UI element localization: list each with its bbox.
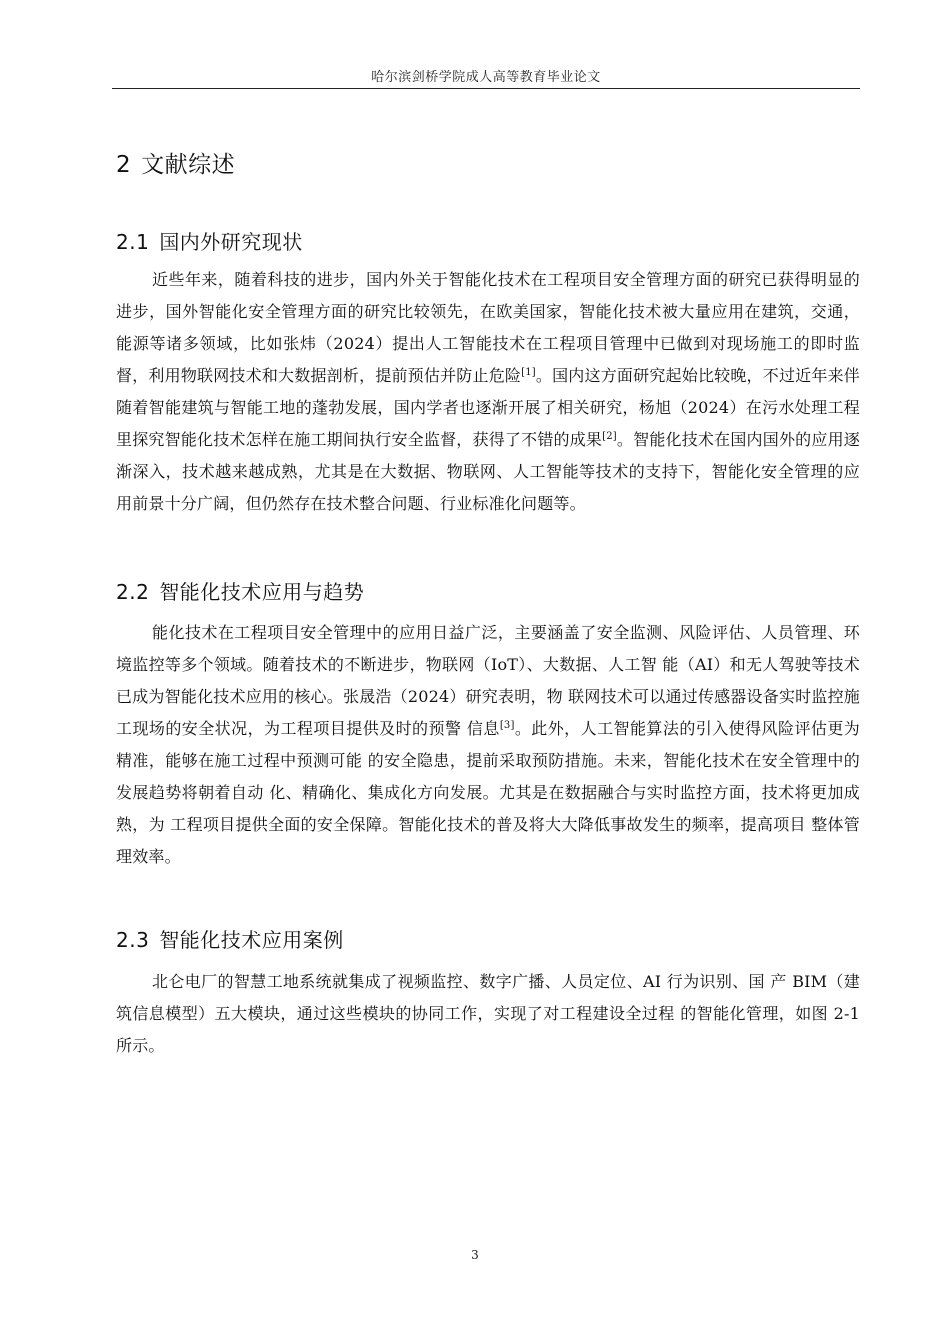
section-title: 国内外研究现状: [159, 230, 303, 254]
section-heading-2-3: [116, 924, 344, 953]
paragraph-2-3: [116, 966, 860, 1062]
section-number: 2.2: [116, 580, 150, 604]
paragraph-text: 。此外，人工智能算法的引入使得风险评估更为精准，能够在施工过程中预测可能 的安全隐患，提前采取预防措施。未来，智能化技术在安全管理中的发展趋势将朝着自动 化、精确化、集成化方向发展。尤其是在数据融合与实时监控方面，技术将更加成熟，为 工程项目提供全面的安全保障。智能化技术的普及将大大降低事故发生的频率，提高项目 整体管理效率。: [116, 719, 860, 866]
chapter-title: 文献综述: [141, 152, 236, 178]
paragraph-2-2: [116, 617, 860, 873]
section-number: 2.3: [116, 928, 150, 952]
citation-3: [3]: [499, 720, 515, 731]
paragraph-text: 能化技术在工程项目安全管理中的应用日益广泛，主要涵盖了安全监测、风险评估、人员管理、环境监控等多个领域。随着技术的不断进步，物联网（IoT）、大数据、人工智 能（AI）和无人驾驶等技术已成为智能化技术应用的核心。张晟浩（2024）研究表明，物 联网技术可以通过传感器设备实时监控施工现场的安全状况，为工程项目提供及时的预警 信息: [116, 623, 860, 738]
paragraph-2-1: [116, 264, 860, 520]
paragraph-text: 。智能化技术在国内国外的应用逐渐深入，技术越来越成熟，尤其是在大数据、物联网、人工智能等技术的支持下，智能化安全管理的应用前景十分广阔，但仍然存在技术整合问题、行业标准化问题等。: [116, 430, 860, 513]
header-rule: [112, 88, 860, 89]
chapter-number: 2: [116, 152, 132, 178]
citation-2: [2]: [602, 431, 617, 442]
page-number: 3: [471, 1248, 479, 1262]
section-heading-2-2: [116, 576, 364, 605]
paragraph-text: 北仑电厂的智慧工地系统就集成了视频监控、数字广播、人员定位、AI 行为识别、国 产 BIM（建筑信息模型）五大模块，通过这些模块的协同工作，实现了对工程建设全过程 的智能化管理，如图 2-1 所示。: [116, 972, 860, 1055]
chapter-heading: [116, 146, 235, 179]
section-title: 智能化技术应用与趋势: [159, 580, 365, 604]
section-number: 2.1: [116, 230, 150, 254]
paragraph-text: 。国内这方面研究起始比较晚，不过近年来伴随着智能建筑与智能工地的蓬勃发展，国内学者也逐渐开展了相关研究，杨旭（2024）在污水处理工程里探究智能化技术怎样在施工期间执行安全监督，获得了不错的成果: [116, 366, 860, 449]
citation-1: [1]: [521, 367, 536, 378]
section-heading-2-1: [116, 226, 303, 255]
paragraph-text: 近些年来，随着科技的进步，国内外关于智能化技术在工程项目安全管理方面的研究已获得明显的进步，国外智能化安全管理方面的研究比较领先，在欧美国家，智能化技术被大量应用在建筑，交通，能源等诸多领域，比如张炜（2024）提出人工智能技术在工程项目管理中已做到对现场施工的即时监督，利用物联网技术和大数据剖析，提前预估并防止危险: [116, 270, 860, 385]
section-title: 智能化技术应用案例: [159, 928, 344, 952]
running-header: 哈尔滨剑桥学院成人高等教育毕业论文: [371, 70, 601, 85]
